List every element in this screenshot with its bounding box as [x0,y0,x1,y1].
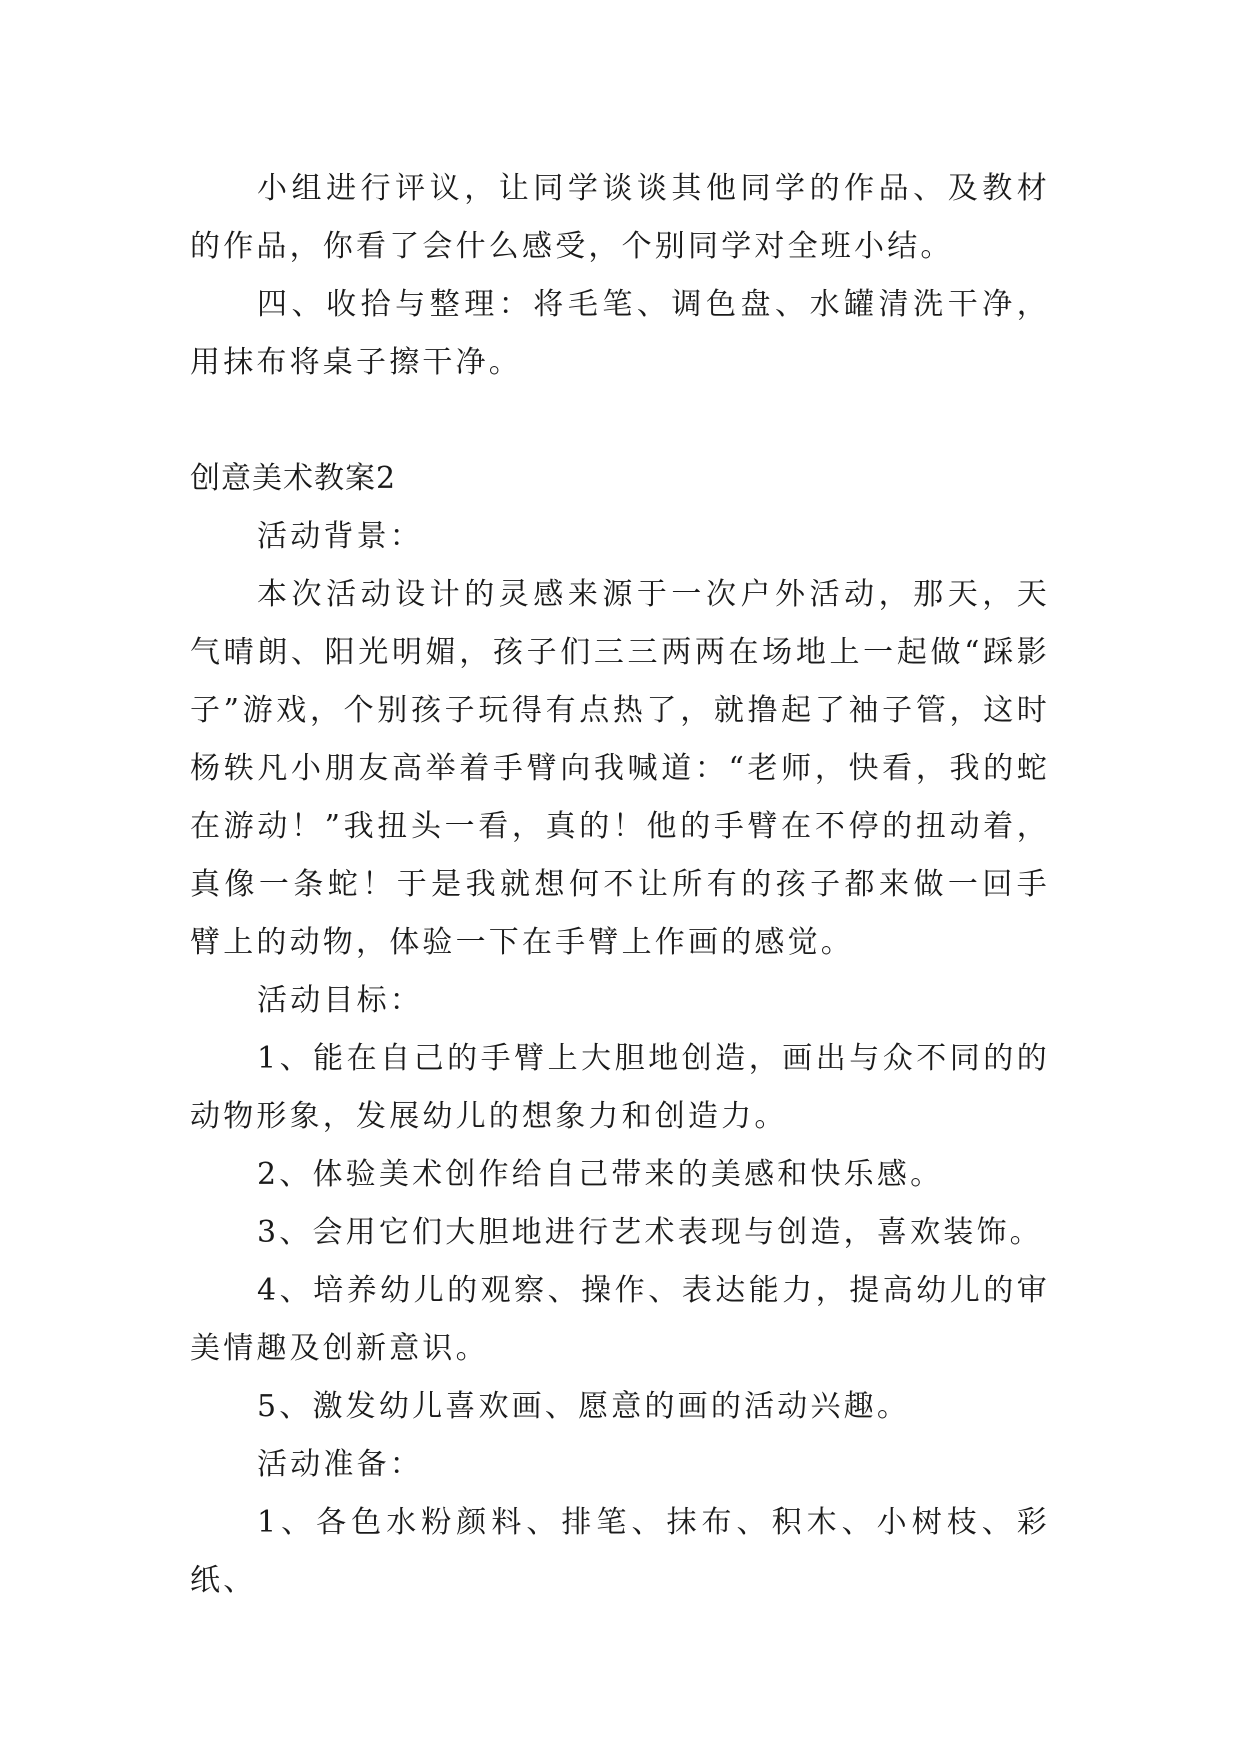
prep-label: 活动准备： [257,1447,423,1482]
goal-item: 3、会用它们大胆地进行艺术表现与创造，喜欢装饰。 [257,1215,1043,1250]
goals-label: 活动目标： [257,983,423,1018]
background-text: 本次活动设计的灵感来源于一次户外活动，那天，天气晴朗、阳光明媚，孩子们三三两两在场地上一起做“踩影子”游戏，个别孩子玩得有点热了，就撸起了袖子管，这时杨轶凡小朋友高举着手臂向我喊道：“老师，快看，我的蛇在游动！”我扭头一看，真的！他的手臂在不停的扭动着，真像一条蛇！于是我就想何不让所有的孩子都来做一回手臂上的动物，体验一下在手臂上作画的感觉。 [190,577,1050,960]
paragraph-review: 小组进行评议，让同学谈谈其他同学的作品、及教材的作品，你看了会什么感受，个别同学对全班小结。 [190,171,1050,264]
goal-item: 5、激发幼儿喜欢画、愿意的画的活动兴趣。 [257,1389,911,1424]
background-label: 活动背景： [257,519,423,554]
document-body [190,160,1050,1610]
goal-item: 1、能在自己的手臂上大胆地创造，画出与众不同的的动物形象，发展幼儿的想象力和创造力。 [190,1041,1050,1134]
paragraph-cleanup: 四、收拾与整理：将毛笔、调色盘、水罐清洗干净，用抹布将桌子擦干净。 [190,287,1050,380]
prep-item: 1、各色水粉颜料、排笔、抹布、积木、小树枝、彩纸、 [190,1505,1050,1598]
goal-item: 4、培养幼儿的观察、操作、表达能力，提高幼儿的审美情趣及创新意识。 [190,1273,1050,1366]
goal-item: 2、体验美术创作给自己带来的美感和快乐感。 [257,1157,944,1192]
section-title: 创意美术教案2 [190,461,397,496]
